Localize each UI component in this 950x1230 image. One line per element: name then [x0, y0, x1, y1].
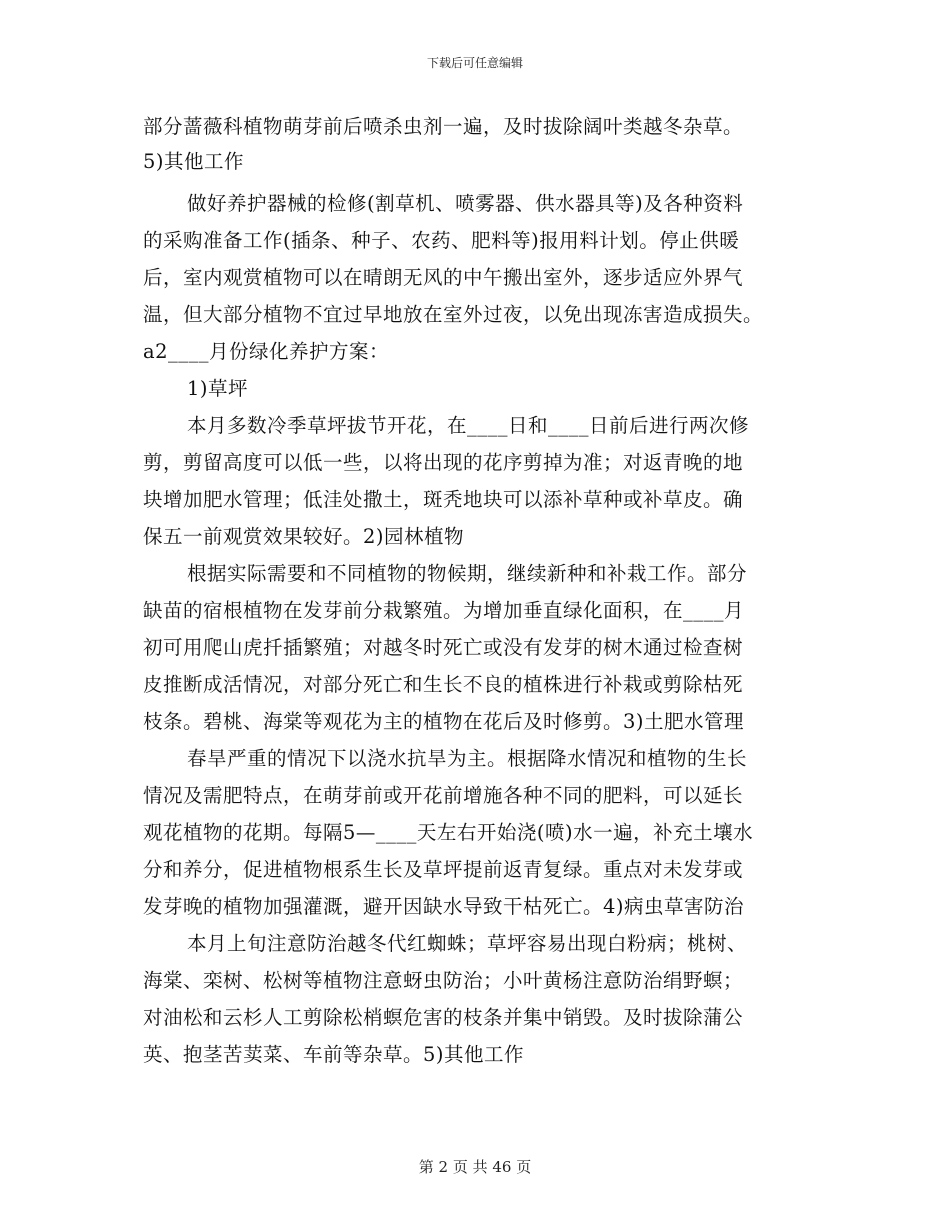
- section-heading: 5)其他工作: [143, 150, 245, 173]
- body-line: 块增加肥水管理；低洼处撒土，斑秃地块可以添补草种或补草皮。确: [143, 488, 744, 511]
- body-line: 初可用爬山虎扦插繁殖；对越冬时死亡或没有发芽的树木通过检查树: [143, 636, 744, 659]
- page-number: 第 2 页 共 46 页: [418, 1158, 532, 1176]
- paragraph-first-line: 做好养护器械的检修(割草机、喷雾器、供水器具等)及各种资料: [187, 192, 744, 215]
- subsection-heading: 1)草坪: [187, 377, 249, 400]
- paragraph-first-line: 根据实际需要和不同植物的物候期，继续新种和补栽工作。部分: [187, 562, 748, 585]
- body-line: 海棠、栾树、松树等植物注意蚜虫防治；小叶黄杨注意防治绢野螟；: [143, 969, 744, 992]
- body-line: 发芽晚的植物加强灌溉，避开因缺水导致干枯死亡。4)病虫草害防治: [143, 895, 745, 918]
- page-header-note: 下载后可任意编辑: [426, 56, 523, 70]
- body-line: 剪，剪留高度可以低一些，以将出现的花序剪掉为准；对返青晚的地: [143, 451, 744, 474]
- body-line: 皮推断成活情况，对部分死亡和生长不良的植株进行补栽或剪除枯死: [143, 673, 744, 696]
- body-line: 温，但大部分植物不宜过早地放在室外过夜，以免出现冻害造成损失。: [143, 303, 764, 326]
- body-line: 保五一前观赏效果较好。2)园林植物: [143, 525, 465, 548]
- body-line: 观花植物的花期。每隔5—____天左右开始浇(喷)水一遍，补充土壤水: [143, 821, 754, 844]
- body-line: 缺苗的宿根植物在发芽前分栽繁殖。为增加垂直绿化面积，在____月: [143, 599, 745, 622]
- body-line: 枝条。碧桃、海棠等观花为主的植物在花后及时修剪。3)土肥水管理: [143, 710, 745, 733]
- body-line: 分和养分，促进植物根系生长及草坪提前返青复绿。重点对未发芽或: [143, 858, 744, 881]
- body-line: 英、抱茎苦荬菜、车前等杂草。5)其他工作: [143, 1043, 525, 1066]
- section-heading: a2____月份绿化养护方案：: [143, 340, 390, 363]
- body-line: 后，室内观赏植物可以在晴朗无风的中午搬出室外，逐步适应外界气: [143, 266, 744, 289]
- body-line: 部分蔷薇科植物萌芽前后喷杀虫剂一遍，及时拔除阔叶类越冬杂草。: [143, 115, 744, 138]
- paragraph-first-line: 本月多数冷季草坪拔节开花，在____日和____日前后进行两次修: [187, 414, 750, 437]
- body-line: 情况及需肥特点，在萌芽前或开花前增施各种不同的肥料，可以延长: [143, 784, 744, 807]
- body-line: 对油松和云杉人工剪除松梢螟危害的枝条并集中销毁。及时拔除蒲公: [143, 1006, 744, 1029]
- paragraph-first-line: 本月上旬注意防治越冬代红蜘蛛；草坪容易出现白粉病；桃树、: [187, 932, 748, 955]
- body-line: 的采购准备工作(插条、种子、农药、肥料等)报用料计划。停止供暖: [143, 229, 740, 252]
- paragraph-first-line: 春旱严重的情况下以浇水抗旱为主。根据降水情况和植物的生长: [187, 747, 748, 770]
